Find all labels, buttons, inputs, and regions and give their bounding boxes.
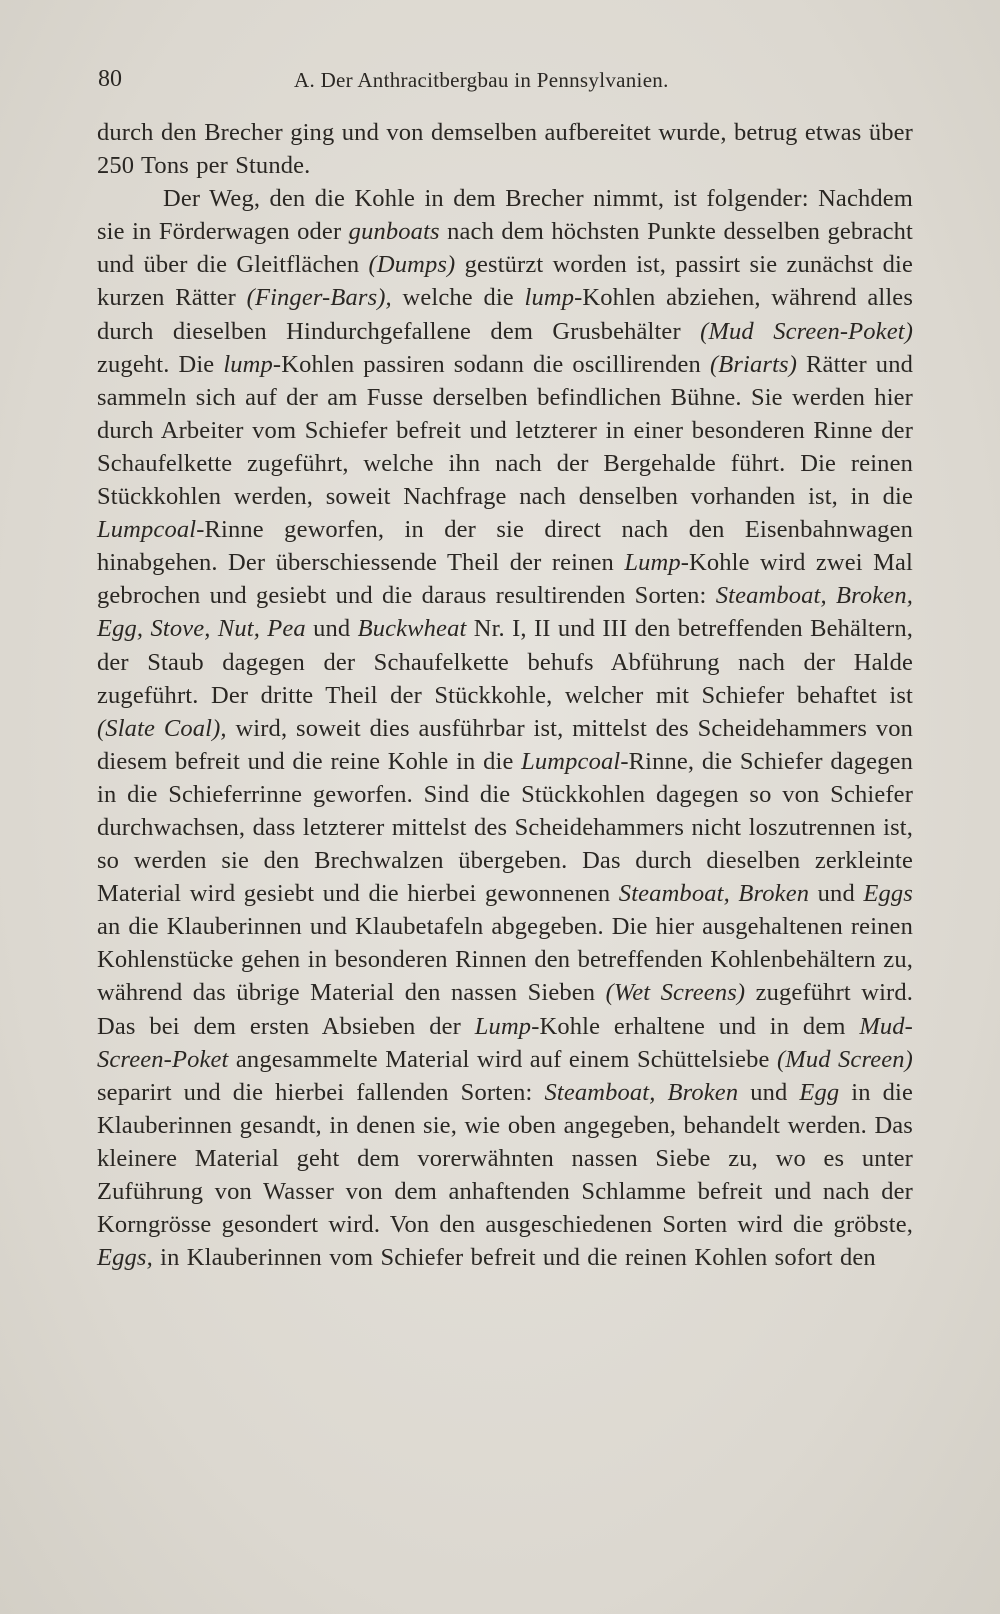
italic-term: (Mud Screen-Poket) — [700, 317, 913, 345]
text-run: separirt und die hierbei fallenden Sorten: — [97, 1078, 545, 1106]
page-header — [98, 66, 913, 100]
text-run: und — [738, 1078, 800, 1106]
text-run: nach dem höchsten Punkte desselben gebracht und über die Gleitflächen — [97, 218, 913, 279]
text-run: gestürzt worden ist, passirt sie zunächst die kurzen Rätter — [97, 251, 913, 312]
text-run: angesammelte Material wird auf einem Schüttelsiebe — [228, 1045, 777, 1073]
italic-term: Egg — [799, 1078, 840, 1106]
text-run: in die Klauberinnen gesandt, in denen sie, wie oben angegeben, behandelt werden. Das kleinere Material geht dem vorerwähnten nassen Siebe zu, wo es unter Zuführung von Wasser von dem anhaftenden Schlamme befreit und nach der Korngrösse gesondert wird. Von den ausgeschiedenen Sorten wird die gröbste, — [97, 1078, 914, 1239]
italic-term: (Dumps) — [368, 251, 456, 279]
text-run: -Rinne, die Schiefer dagegen in die Schieferrinne geworfen. Sind die Stückkohlen dagegen so von Schiefer durchwachsen, dass letzterer mittelst des Scheidehammers nicht loszutrennen ist, so werden sie den Brechwalzen übergeben. Das durch dieselben zerkleinte Material wird gesiebt und die hierbei gewonnenen — [97, 747, 914, 908]
italic-term: Steamboat, Broken — [618, 880, 810, 908]
italic-term: Lump — [624, 549, 681, 577]
italic-term: Mud-Screen-Poket — [97, 1012, 913, 1073]
italic-term: Eggs — [863, 880, 913, 908]
paragraph-p1 — [97, 116, 913, 182]
text-run: zugeführt wird. Das bei dem ersten Absieben der — [97, 979, 914, 1040]
italic-term: (Slate Coal), — [97, 714, 227, 742]
italic-term: Steamboat, Broken — [544, 1078, 739, 1106]
italic-term: Lump — [474, 1012, 532, 1040]
italic-term: (Finger-Bars), — [246, 284, 392, 312]
text-run: welche die — [391, 284, 525, 312]
text-run: in Klauberinnen vom Schiefer befreit und die reinen Kohlen sofort den — [152, 1244, 876, 1272]
text-run: -Kohlen passiren sodann die oscillirenden — [272, 350, 710, 378]
text-run: -Kohlen abziehen, während alles durch dieselben Hindurchgefallene dem Grusbehälter — [97, 284, 914, 345]
text-run: Nr. I, II und III den betreffenden Behältern, der Staub dagegen der Schaufelkette behufs Abführung nach der Halde zugeführt. Der dritte Theil der Stückkohle, welcher mit Schiefer behaftet ist — [97, 615, 913, 709]
text-run: wird, soweit dies ausführbar ist, mittelst des Scheidehammers von diesem befreit und die reine Kohle in die — [97, 714, 914, 775]
text-run: Rätter und sammeln sich auf der am Fusse derselben befindlichen Bühne. Sie werden hier durch Arbeiter vom Schiefer befreit und letzterer in einer besonderen Rinne der Schaufelkette zugeführt, welche ihn nach der Bergehalde führt. Die reinen Stückkohlen werden, soweit Nachfrage nach denselben vorhanden ist, in die — [97, 350, 914, 511]
italic-term: Lumpcoal — [97, 516, 197, 544]
italic-term: (Mud Screen) — [776, 1045, 913, 1073]
text-run: und — [305, 615, 358, 643]
text-run: Der Weg, den die Kohle in dem Brecher nimmt, ist folgender: Nachdem sie in Förderwagen oder — [97, 185, 913, 246]
italic-term: (Briarts) — [709, 350, 798, 378]
italic-term: (Wet Screens) — [605, 979, 746, 1007]
text-run: zugeht. Die — [97, 350, 224, 378]
text-run: durch den Brecher ging und von demselben aufbereitet wurde, betrug etwas über 250 Tons per Stunde. — [97, 119, 913, 180]
text-run: und — [809, 880, 864, 908]
italic-term: lump — [524, 284, 575, 312]
italic-term: Buckwheat — [357, 615, 467, 643]
paragraph-p2 — [97, 182, 913, 1274]
page-number: 80 — [98, 66, 122, 92]
text-run: -Rinne geworfen, in der sie direct nach den Eisenbahnwagen hinabgehen. Der überschiessende Theil der reinen — [97, 516, 913, 577]
text-run: -Kohle wird zwei Mal gebrochen und gesiebt und die daraus resultirenden Sorten: — [97, 549, 913, 610]
body-text — [97, 116, 913, 1274]
italic-term: Steamboat, Broken, Egg, Stove, Nut, Pea — [97, 582, 913, 643]
text-run: -Kohle erhaltene und in dem — [531, 1012, 860, 1040]
italic-term: Eggs, — [97, 1244, 153, 1272]
italic-term: lump — [223, 350, 273, 378]
italic-term: gunboats — [348, 218, 440, 246]
text-run: an die Klauberinnen und Klaubetafeln abgegeben. Die hier ausgehaltenen reinen Kohlenstücke gehen in besonderen Rinnen den betreffenden Kohlenbehältern zu, während das übrige Material den nassen Sieben — [97, 913, 913, 1007]
italic-term: Lumpcoal — [521, 747, 621, 775]
running-head: A. Der Anthracitbergbau in Pennsylvanien. — [294, 68, 669, 92]
